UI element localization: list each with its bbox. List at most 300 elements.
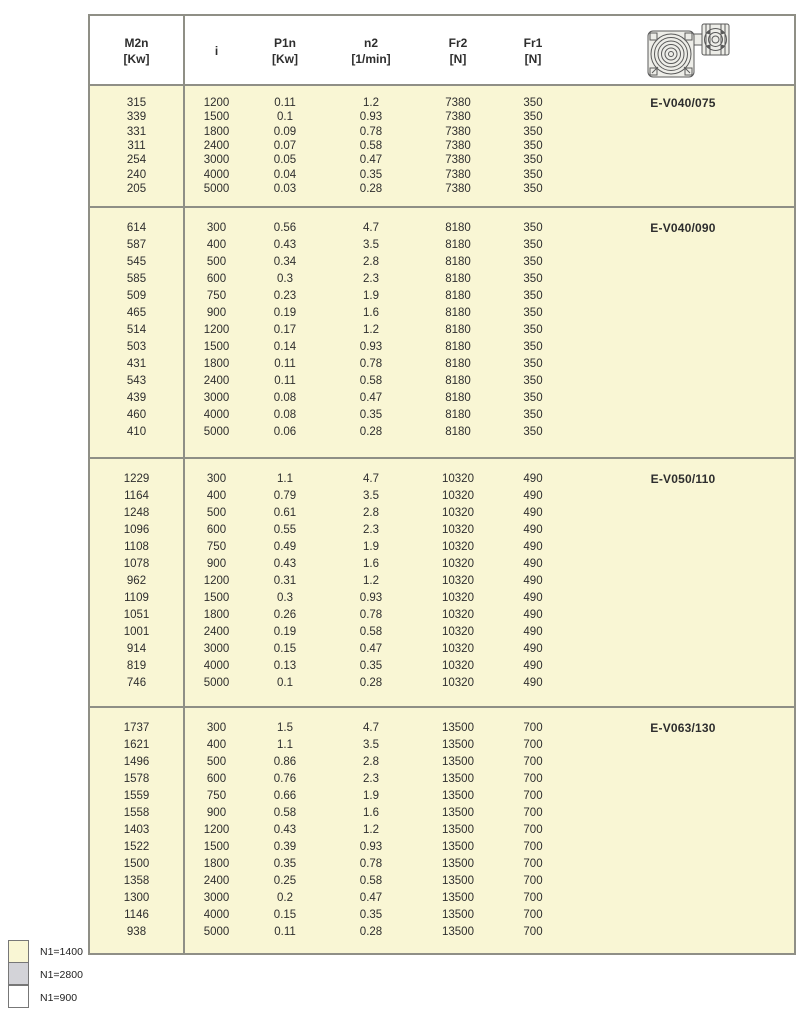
cell-p1n: 0.76: [273, 772, 297, 785]
cell-p1n: 0.11: [274, 97, 296, 110]
cell-m2n: 465: [126, 306, 147, 319]
cell-fr1: 490: [523, 557, 543, 570]
cell-fr1: 490: [523, 591, 543, 604]
cell-m2n: 1737: [123, 721, 150, 734]
cell-p1n: 0.11: [274, 357, 296, 370]
table-row: [90, 125, 794, 139]
cell-m2n: 331: [126, 125, 147, 138]
cell-m2n: 410: [126, 425, 147, 438]
cell-p1n: 0.43: [273, 557, 297, 570]
header-fr1: [494, 16, 572, 84]
cell-fr1: 350: [523, 238, 543, 251]
cell-n2: 2.3: [363, 523, 379, 536]
cell-n2: 0.78: [359, 857, 383, 870]
cell-fr2: 13500: [442, 874, 474, 887]
cell-p1n: 0.19: [273, 625, 297, 638]
table-row: [90, 304, 794, 321]
model-block: [90, 457, 794, 706]
table-row: [90, 719, 794, 736]
cell-fr2: 8180: [445, 238, 471, 251]
cell-p1n: 0.06: [273, 425, 297, 438]
gearbox-rating-table: [88, 14, 796, 955]
cell-n2: 0.93: [359, 340, 383, 353]
cell-n2: 0.78: [359, 125, 383, 138]
cell-i: 300: [206, 221, 227, 234]
cell-i: 1800: [203, 357, 230, 370]
cell-i: 600: [206, 772, 227, 785]
table-row: [90, 521, 794, 538]
cell-n2: 4.7: [363, 721, 379, 734]
cell-m2n: 1051: [123, 608, 150, 621]
cell-fr1: 350: [523, 182, 543, 195]
cell-i: 500: [206, 506, 227, 519]
cell-fr2: 8180: [445, 408, 471, 421]
legend-label: N1=900: [40, 991, 78, 1004]
cell-n2: 2.8: [363, 506, 379, 519]
cell-n2: 0.47: [359, 391, 383, 404]
cell-m2n: 339: [126, 111, 147, 124]
table-row: [90, 623, 794, 640]
cell-n2: 3.5: [363, 238, 379, 251]
cell-p1n: 0.07: [273, 140, 297, 153]
cell-m2n: 1248: [123, 506, 150, 519]
cell-i: 1800: [203, 125, 230, 138]
cell-fr2: 13500: [442, 891, 474, 904]
cell-m2n: 587: [126, 238, 147, 251]
cell-m2n: 1522: [123, 840, 150, 853]
cell-i: 1800: [203, 608, 230, 621]
table-row: [90, 657, 794, 674]
cell-p1n: 0.49: [273, 540, 297, 553]
cell-fr1: 490: [523, 625, 543, 638]
table-row: [90, 139, 794, 153]
table-row: [90, 219, 794, 236]
legend-label: N1=2800: [40, 968, 83, 981]
header-i-symbol: i: [214, 44, 219, 59]
cell-p1n: 0.35: [273, 857, 297, 870]
table-row: [90, 182, 794, 196]
cell-fr2: 10320: [442, 523, 474, 536]
header-m2n-unit: [Kw]: [123, 52, 150, 66]
cell-fr1: 700: [523, 755, 543, 768]
cell-m2n: 315: [126, 97, 147, 110]
cell-n2: 0.35: [359, 908, 383, 921]
cell-fr1: 350: [523, 125, 543, 138]
table-row: [90, 674, 794, 691]
table-row: [90, 906, 794, 923]
cell-i: 300: [206, 721, 227, 734]
table-row: [90, 753, 794, 770]
legend-label: N1=1400: [40, 945, 83, 958]
cell-fr1: 350: [523, 168, 543, 181]
cell-p1n: 0.15: [273, 642, 297, 655]
table-row: [90, 838, 794, 855]
cell-fr2: 13500: [442, 840, 474, 853]
cell-fr2: 13500: [442, 925, 474, 938]
cell-i: 750: [206, 289, 227, 302]
table-row: [90, 287, 794, 304]
cell-n2: 1.9: [363, 540, 379, 553]
cell-fr1: 350: [523, 154, 543, 167]
cell-m2n: 962: [126, 574, 147, 587]
cell-m2n: 1559: [123, 789, 150, 802]
cell-n2: 4.7: [363, 221, 379, 234]
cell-fr1: 350: [523, 272, 543, 285]
cell-n2: 1.2: [363, 823, 379, 836]
cell-i: 400: [206, 738, 227, 751]
cell-i: 3000: [203, 154, 230, 167]
table-row: [90, 555, 794, 572]
cell-p1n: 0.08: [273, 408, 297, 421]
cell-n2: 0.47: [359, 154, 383, 167]
cell-m2n: 1578: [123, 772, 150, 785]
cell-n2: 1.2: [363, 323, 379, 336]
cell-fr1: 700: [523, 721, 543, 734]
cell-fr2: 10320: [442, 642, 474, 655]
cell-m2n: 205: [126, 182, 147, 195]
cell-p1n: 0.19: [273, 306, 297, 319]
table-row: [90, 253, 794, 270]
cell-fr1: 700: [523, 840, 543, 853]
cell-p1n: 0.79: [273, 489, 297, 502]
cell-n2: 0.58: [359, 874, 383, 887]
cell-fr2: 13500: [442, 908, 474, 921]
cell-i: 1200: [203, 823, 230, 836]
cell-m2n: 1500: [123, 857, 150, 870]
cell-n2: 1.6: [363, 306, 379, 319]
cell-fr2: 8180: [445, 306, 471, 319]
cell-fr2: 10320: [442, 608, 474, 621]
model-label: E-V040/075: [650, 96, 716, 111]
cell-i: 4000: [203, 408, 230, 421]
cell-fr1: 490: [523, 608, 543, 621]
cell-i: 900: [206, 557, 227, 570]
cell-m2n: 1078: [123, 557, 150, 570]
cell-fr1: 350: [523, 306, 543, 319]
cell-fr2: 8180: [445, 255, 471, 268]
cell-p1n: 0.56: [273, 221, 297, 234]
cell-p1n: 0.03: [273, 182, 297, 195]
table-row: [90, 889, 794, 906]
cell-fr2: 13500: [442, 772, 474, 785]
cell-n2: 2.8: [363, 255, 379, 268]
cell-i: 3000: [203, 642, 230, 655]
cell-fr2: 7380: [445, 97, 471, 110]
table-row: [90, 640, 794, 657]
cell-i: 900: [206, 806, 227, 819]
cell-fr1: 350: [523, 255, 543, 268]
cell-p1n: 1.1: [277, 738, 293, 751]
cell-fr2: 7380: [445, 111, 471, 124]
cell-m2n: 938: [126, 925, 147, 938]
cell-n2: 0.47: [359, 891, 383, 904]
cell-n2: 0.35: [359, 408, 383, 421]
cell-n2: 0.28: [359, 182, 383, 195]
cell-fr1: 490: [523, 642, 543, 655]
cell-p1n: 0.11: [274, 925, 296, 938]
cell-i: 4000: [203, 659, 230, 672]
cell-n2: 3.5: [363, 489, 379, 502]
cell-p1n: 0.86: [273, 755, 297, 768]
cell-fr1: 350: [523, 140, 543, 153]
cell-i: 2400: [203, 140, 230, 153]
legend-swatch: [8, 985, 29, 1008]
cell-m2n: 914: [126, 642, 147, 655]
cell-m2n: 1109: [124, 591, 149, 604]
cell-m2n: 460: [126, 408, 147, 421]
cell-i: 3000: [203, 391, 230, 404]
header-fr2-symbol: Fr2: [448, 36, 468, 51]
cell-fr1: 350: [523, 340, 543, 353]
cell-fr2: 10320: [442, 506, 474, 519]
cell-m2n: 514: [126, 323, 147, 336]
table-row: [90, 270, 794, 287]
cell-p1n: 0.43: [273, 823, 297, 836]
legend-swatch: [8, 962, 29, 985]
cell-n2: 0.28: [359, 676, 383, 689]
cell-i: 600: [206, 272, 227, 285]
model-block: [90, 206, 794, 457]
cell-fr2: 8180: [445, 340, 471, 353]
cell-i: 1200: [203, 323, 230, 336]
cell-p1n: 0.14: [273, 340, 297, 353]
cell-fr2: 13500: [442, 823, 474, 836]
model-label: E-V040/090: [650, 220, 716, 235]
cell-m2n: 240: [126, 168, 147, 181]
cell-p1n: 0.43: [273, 238, 297, 251]
cell-p1n: 0.08: [273, 391, 297, 404]
cell-p1n: 0.58: [273, 806, 297, 819]
cell-i: 400: [206, 489, 227, 502]
cell-m2n: 545: [126, 255, 147, 268]
cell-p1n: 0.09: [273, 125, 297, 138]
cell-fr1: 490: [523, 676, 543, 689]
cell-n2: 0.47: [359, 642, 383, 655]
cell-fr1: 350: [523, 323, 543, 336]
cell-i: 750: [206, 789, 227, 802]
cell-n2: 0.93: [359, 591, 383, 604]
legend-item: [8, 940, 83, 963]
cell-fr1: 700: [523, 857, 543, 870]
worm-gearbox-icon: [646, 21, 750, 84]
cell-i: 300: [206, 472, 227, 485]
cell-m2n: 1300: [123, 891, 150, 904]
cell-fr2: 13500: [442, 806, 474, 819]
cell-i: 1500: [203, 591, 230, 604]
cell-fr2: 7380: [445, 125, 471, 138]
cell-fr2: 8180: [445, 357, 471, 370]
cell-p1n: 1.5: [277, 721, 293, 734]
cell-i: 2400: [203, 874, 230, 887]
cell-fr2: 10320: [442, 489, 474, 502]
table-header-row: [90, 16, 794, 86]
model-label: E-V050/110: [650, 471, 716, 486]
cell-fr2: 8180: [445, 289, 471, 302]
cell-n2: 1.9: [363, 289, 379, 302]
cell-m2n: 614: [126, 221, 147, 234]
cell-fr2: 7380: [445, 182, 471, 195]
cell-fr2: 10320: [442, 472, 474, 485]
model-label: E-V063/130: [650, 720, 716, 735]
cell-p1n: 0.04: [273, 168, 297, 181]
cell-i: 2400: [203, 374, 230, 387]
cell-p1n: 0.11: [274, 374, 296, 387]
cell-fr2: 13500: [442, 738, 474, 751]
header-i: [183, 16, 250, 84]
cell-p1n: 0.2: [277, 891, 293, 904]
table-row: [90, 406, 794, 423]
cell-fr2: 10320: [442, 659, 474, 672]
table-row: [90, 423, 794, 440]
cell-fr1: 700: [523, 789, 543, 802]
cell-p1n: 0.17: [273, 323, 297, 336]
cell-fr1: 350: [523, 408, 543, 421]
cell-fr1: 700: [523, 925, 543, 938]
cell-fr1: 700: [523, 823, 543, 836]
cell-n2: 2.3: [363, 272, 379, 285]
cell-m2n: 585: [126, 272, 147, 285]
cell-n2: 2.3: [363, 772, 379, 785]
cell-p1n: 0.55: [273, 523, 297, 536]
cell-n2: 0.78: [359, 608, 383, 621]
cell-m2n: 1146: [124, 908, 149, 921]
table-row: [90, 572, 794, 589]
cell-fr1: 490: [523, 506, 543, 519]
cell-fr2: 10320: [442, 625, 474, 638]
cell-n2: 2.8: [363, 755, 379, 768]
cell-m2n: 1621: [123, 738, 150, 751]
cell-p1n: 0.23: [273, 289, 297, 302]
cell-m2n: 431: [126, 357, 147, 370]
table-row: [90, 855, 794, 872]
cell-p1n: 0.1: [277, 676, 293, 689]
table-row: [90, 487, 794, 504]
table-row: [90, 736, 794, 753]
cell-p1n: 0.3: [277, 591, 293, 604]
cell-fr2: 10320: [442, 676, 474, 689]
cell-n2: 0.35: [359, 168, 383, 181]
header-n2: [320, 16, 422, 84]
header-product-cell: [572, 16, 794, 84]
header-p1n-symbol: P1n: [273, 36, 296, 51]
cell-fr1: 490: [523, 523, 543, 536]
cell-fr2: 8180: [445, 221, 471, 234]
cell-i: 5000: [203, 182, 230, 195]
table-row: [90, 389, 794, 406]
header-n2-unit: [1/min]: [351, 52, 391, 66]
cell-m2n: 1229: [123, 472, 150, 485]
header-fr2: [422, 16, 494, 84]
cell-n2: 0.93: [359, 111, 383, 124]
table-row: [90, 321, 794, 338]
model-block: [90, 706, 794, 940]
cell-n2: 1.9: [363, 789, 379, 802]
cell-n2: 1.2: [363, 574, 379, 587]
cell-p1n: 0.61: [273, 506, 297, 519]
cell-i: 500: [206, 755, 227, 768]
cell-m2n: 1001: [123, 625, 150, 638]
header-p1n: [250, 16, 320, 84]
cell-n2: 0.28: [359, 925, 383, 938]
cell-fr1: 700: [523, 908, 543, 921]
table-row: [90, 770, 794, 787]
cell-fr1: 700: [523, 874, 543, 887]
cell-m2n: 509: [126, 289, 147, 302]
cell-m2n: 1496: [123, 755, 150, 768]
cell-fr2: 10320: [442, 591, 474, 604]
cell-fr1: 350: [523, 289, 543, 302]
header-fr1-unit: [N]: [524, 52, 542, 66]
table-row: [90, 923, 794, 940]
cell-i: 400: [206, 238, 227, 251]
table-row: [90, 504, 794, 521]
cell-i: 1800: [203, 857, 230, 870]
cell-m2n: 1358: [123, 874, 150, 887]
cell-fr2: 8180: [445, 323, 471, 336]
cell-p1n: 0.34: [273, 255, 297, 268]
cell-fr2: 10320: [442, 574, 474, 587]
cell-n2: 0.78: [359, 357, 383, 370]
table-row: [90, 355, 794, 372]
cell-fr2: 8180: [445, 391, 471, 404]
cell-n2: 0.58: [359, 374, 383, 387]
cell-n2: 4.7: [363, 472, 379, 485]
cell-m2n: 439: [126, 391, 147, 404]
table-row: [90, 872, 794, 889]
cell-fr1: 490: [523, 574, 543, 587]
cell-m2n: 254: [126, 154, 147, 167]
cell-fr1: 350: [523, 221, 543, 234]
cell-i: 5000: [203, 425, 230, 438]
header-n2-symbol: n2: [363, 36, 378, 51]
cell-i: 1200: [203, 97, 230, 110]
header-m2n-symbol: M2n: [124, 36, 149, 51]
header-fr1-symbol: Fr1: [523, 36, 543, 51]
cell-i: 1500: [203, 111, 230, 124]
cell-m2n: 1558: [123, 806, 150, 819]
cell-m2n: 1403: [123, 823, 150, 836]
cell-p1n: 0.26: [273, 608, 297, 621]
cell-m2n: 1164: [124, 489, 149, 502]
cell-fr1: 700: [523, 891, 543, 904]
cell-i: 750: [206, 540, 227, 553]
cell-fr1: 490: [523, 489, 543, 502]
header-fr2-unit: [N]: [449, 52, 467, 66]
cell-p1n: 0.66: [273, 789, 297, 802]
cell-p1n: 0.1: [277, 111, 293, 124]
cell-fr2: 13500: [442, 857, 474, 870]
cell-i: 2400: [203, 625, 230, 638]
cell-i: 600: [206, 523, 227, 536]
cell-fr2: 10320: [442, 557, 474, 570]
cell-fr1: 490: [523, 540, 543, 553]
legend-item: [8, 986, 83, 1009]
cell-fr1: 700: [523, 806, 543, 819]
cell-i: 4000: [203, 908, 230, 921]
table-row: [90, 96, 794, 110]
cell-fr2: 13500: [442, 755, 474, 768]
cell-fr1: 350: [523, 111, 543, 124]
cell-p1n: 1.1: [277, 472, 293, 485]
cell-m2n: 503: [126, 340, 147, 353]
cell-i: 3000: [203, 891, 230, 904]
cell-m2n: 1108: [124, 540, 149, 553]
cell-n2: 1.6: [363, 806, 379, 819]
cell-fr1: 350: [523, 391, 543, 404]
header-p1n-unit: [Kw]: [272, 52, 298, 66]
cell-p1n: 0.25: [273, 874, 297, 887]
table-row: [90, 372, 794, 389]
